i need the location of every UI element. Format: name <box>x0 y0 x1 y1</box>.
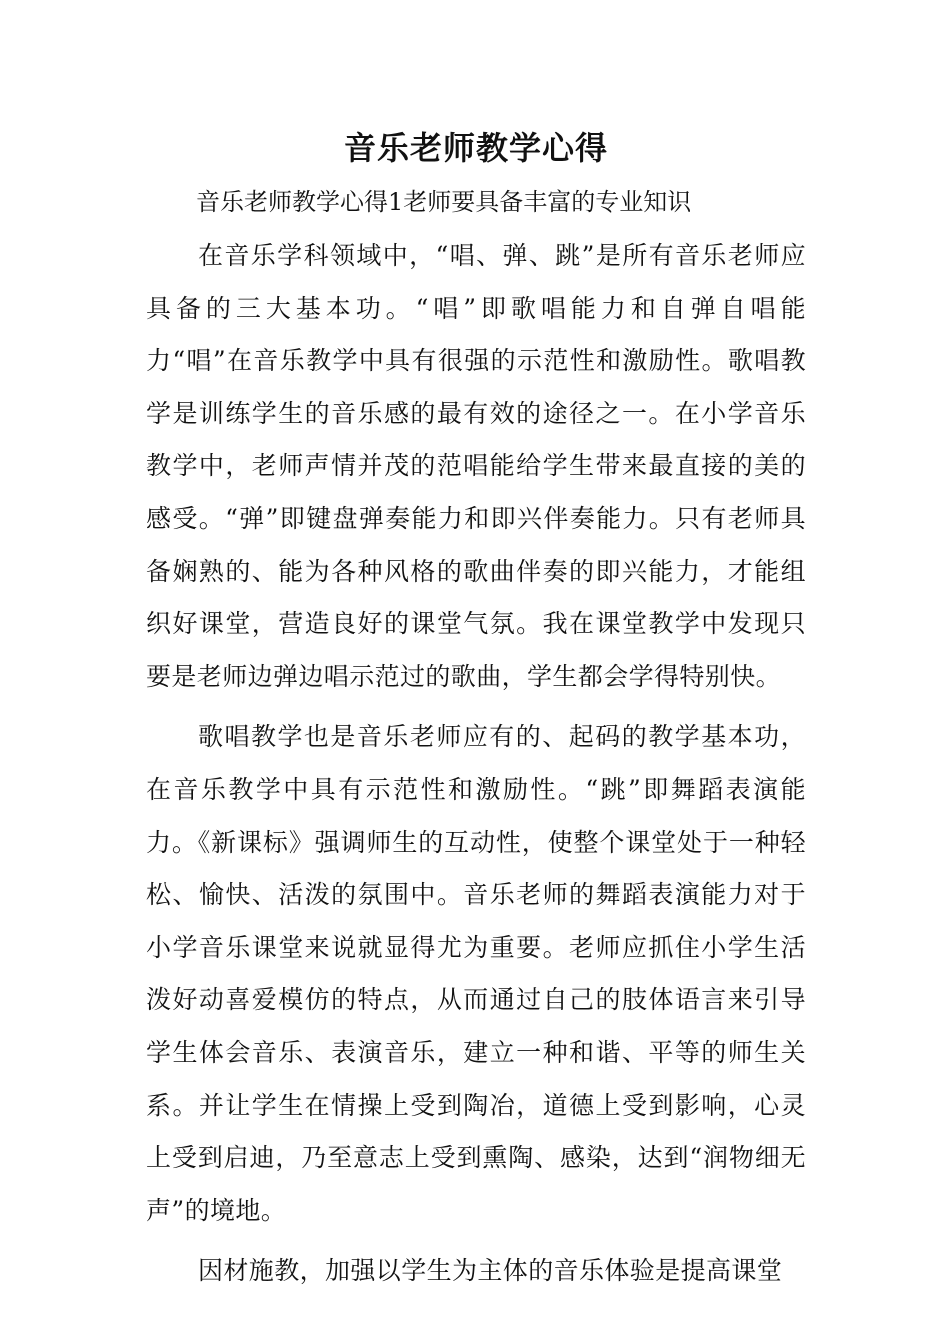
section-heading: 音乐老师教学心得1老师要具备丰富的专业知识 <box>196 188 692 216</box>
document-title: 音乐老师教学心得 <box>343 129 608 167</box>
paragraph-1: 在音乐学科领域中，“唱、弹、跳”是所有音乐老师应具备的三大基本功。“唱”即歌唱能力和自弹自唱能力“唱”在音乐教学中具有很强的示范性和激励性。歌唱教学是训练学生的音乐感的最有效的途径之一。在小学音乐教学中，老师声情并茂的范唱能给学生带来最直接的美的感受。“弹”即键盘弹奏能力和即兴伴奏能力。只有老师具备娴熟的、能为各种风格的歌曲伴奏的即兴能力，才能组织好课堂，营造良好的课堂气氛。我在课堂教学中发现只要是老师边弹边唱示范过的歌曲，学生都会学得特别快。 <box>146 241 806 691</box>
paragraph-3: 因材施教，加强以学生为主体的音乐体验是提高课堂 <box>198 1256 783 1286</box>
document-page <box>146 120 806 1298</box>
paragraph-2: 歌唱教学也是音乐老师应有的、起码的教学基本功，在音乐教学中具有示范性和激励性。“跳”即舞蹈表演能力。《新课标》强调师生的互动性，使整个课堂处于一种轻松、愉快、活泼的氛围中。音乐老师的舞蹈表演能力对于小学音乐课堂来说就显得尤为重要。老师应抓住小学生活泼好动喜爱模仿的特点，从而通过自己的肢体语言来引导学生体会音乐、表演音乐，建立一种和谐、平等的师生关系。并让学生在情操上受到陶冶，道德上受到影响，心灵上受到启迪，乃至意志上受到熏陶、感染，达到“润物细无声”的境地。 <box>146 722 806 1225</box>
